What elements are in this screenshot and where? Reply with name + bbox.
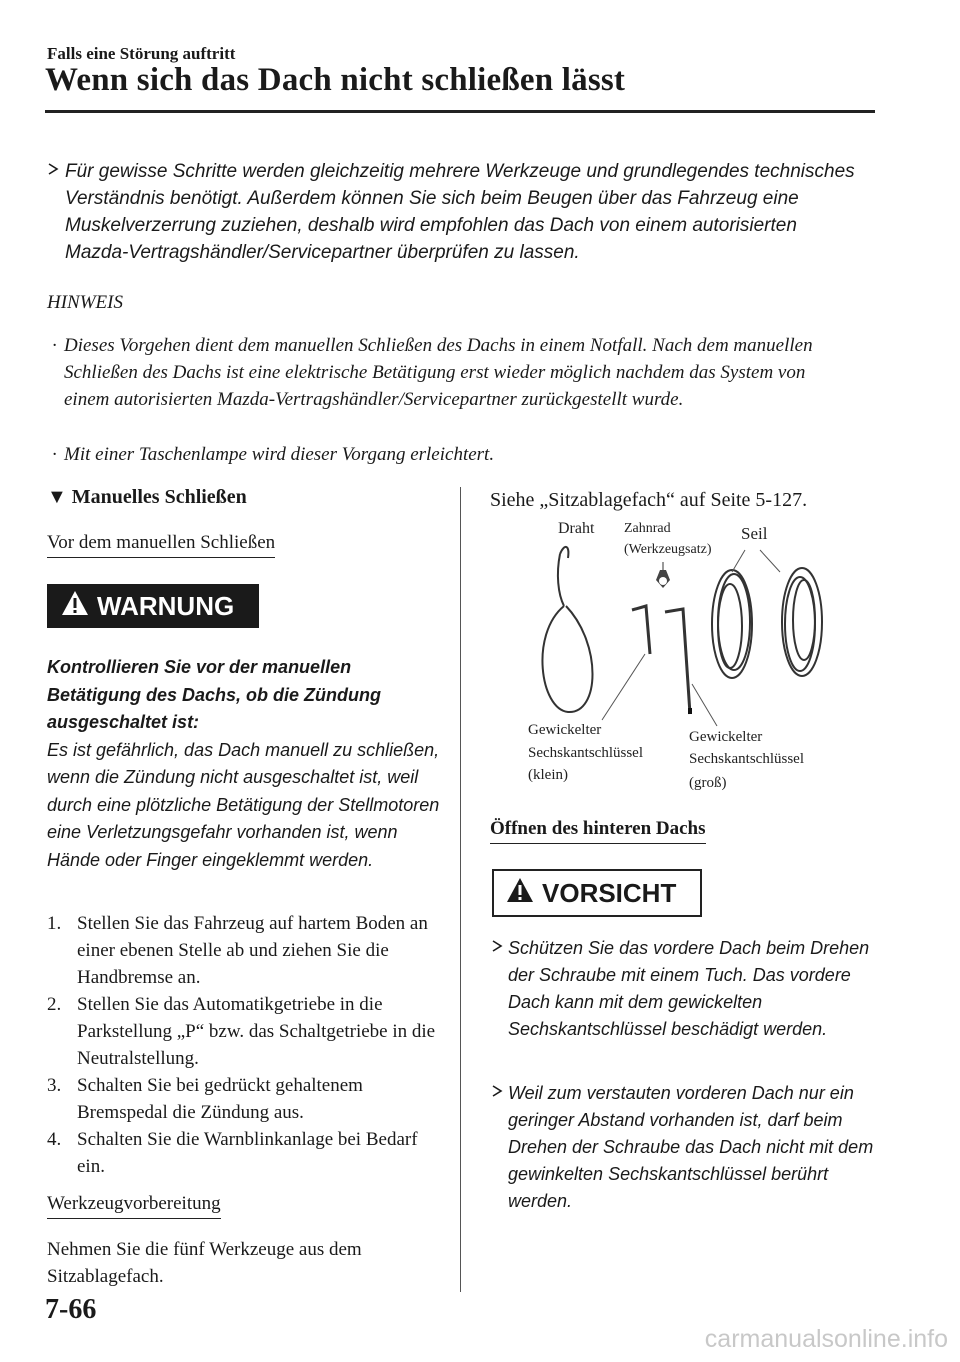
figure-label-large-key-3: (groß) bbox=[689, 775, 727, 791]
caution-badge bbox=[492, 869, 702, 917]
large-hex-key-icon bbox=[665, 609, 690, 714]
warning-badge bbox=[47, 584, 259, 628]
wire-loop-icon bbox=[542, 547, 592, 712]
figure-label-small-key-3: (klein) bbox=[528, 767, 568, 783]
hinweis-heading: HINWEIS bbox=[47, 292, 123, 313]
list-item: 1. Stellen Sie das Fahrzeug auf hartem Boden an einer ebenen Stelle ab und ziehen Sie die Handbremse an. bbox=[47, 913, 428, 988]
page-title: Wenn sich das Dach nicht schließen lässt bbox=[45, 62, 626, 98]
caution-triangle-icon bbox=[506, 877, 534, 910]
small-hex-key-icon bbox=[632, 606, 650, 654]
caution-item-text: Schützen Sie das vordere Dach beim Drehen der Schraube mit einem Tuch. Das vordere Dach kann mit dem gewickelten Sechskantschlüssel beschädigt werden. bbox=[508, 938, 870, 1039]
dot-bullet-icon: · bbox=[52, 444, 57, 465]
rope-coil-icon bbox=[712, 568, 822, 678]
caution-item bbox=[492, 935, 872, 1070]
caution-item bbox=[492, 1080, 872, 1215]
dot-bullet-icon: · bbox=[52, 335, 57, 356]
figure-label-gear: Zahnrad bbox=[624, 521, 671, 536]
warning-triangle-icon bbox=[61, 590, 89, 623]
steps-list bbox=[47, 910, 447, 1180]
watermark: carmanualsonline.info bbox=[704, 1325, 948, 1353]
warning-bold-text: Kontrollieren Sie vor der manuellen Betätigung des Dachs, ob die Zündung ausgeschaltet ist: bbox=[47, 657, 382, 732]
tools-text: Nehmen Sie die fünf Werkzeuge aus dem Sitzablagefach. bbox=[47, 1239, 362, 1287]
warning-label: WARNUNG bbox=[97, 590, 235, 621]
triangle-down-icon: ▼ bbox=[47, 486, 67, 508]
figure-label-small-key-2: Sechskantschlüssel bbox=[528, 745, 643, 761]
tools-figure bbox=[520, 514, 880, 804]
subheading-open-rear-roof: Öffnen des hinteren Dachs bbox=[490, 818, 706, 844]
section-heading: ▼ Manuelles Schließen bbox=[47, 486, 247, 508]
intro-bullet-text: Für gewisse Schritte werden gleichzeitig mehrere Werkzeuge und grundlegendes technisches Verständnis benötigt. Außerdem können Sie sich beim Beugen über das Fahrzeug eine Muskelverzerrung zuziehen, deshalb wird empfohlen das Dach von einem autorisierten Mazda-Vertragshändler/Servicepartner überprüfen zu lassen. bbox=[65, 161, 855, 263]
caution-item-text: Weil zum verstauten vorderen Dach nur ein geringer Abstand vorhanden ist, darf beim Drehen der Schraube das Dach nicht mit dem gewinkelten Sechskantschlüssel berührt werden. bbox=[508, 1083, 874, 1211]
leader-lines bbox=[602, 550, 780, 726]
list-item: 4. Schalten Sie die Warnblinkanlage bei Bedarf ein. bbox=[47, 1129, 418, 1177]
column-divider bbox=[460, 487, 461, 1292]
arrow-bullet-icon bbox=[492, 1080, 504, 1107]
figure-label-small-key: Gewickelter bbox=[528, 722, 602, 738]
page-number: 7-66 bbox=[45, 1294, 97, 1325]
figure-label-large-key-2: Sechskantschlüssel bbox=[689, 751, 804, 767]
caution-label: VORSICHT bbox=[542, 877, 677, 908]
subheading-tools: Werkzeugvorbereitung bbox=[47, 1193, 221, 1219]
arrow-bullet-icon bbox=[48, 158, 60, 185]
hinweis-item-text: Dieses Vorgehen dient dem manuellen Schließen des Dachs in einem Notfall. Nach dem manuellen Schließen des Dachs ist eine elektrische Betätigung erst wieder möglich nachdem das System von einem autorisierten Mazda-Vertragshändler/Servicepartner zurückgestellt wurde. bbox=[64, 335, 813, 410]
figure-label-large-key: Gewickelter bbox=[689, 729, 763, 745]
subheading-before-closing: Vor dem manuellen Schließen bbox=[47, 532, 275, 558]
gear-icon bbox=[656, 562, 670, 588]
list-item: 2. Stellen Sie das Automatikgetriebe in die Parkstellung „P“ bzw. das Schaltgetriebe in die Neutralstellung. bbox=[47, 994, 436, 1069]
figure-label-gear-2: (Werkzeugsatz) bbox=[624, 542, 712, 557]
hinweis-item bbox=[48, 441, 858, 468]
warning-text bbox=[47, 654, 447, 874]
figure-label-rope: Seil bbox=[741, 524, 768, 543]
arrow-bullet-icon bbox=[492, 935, 504, 962]
figure-label-wire: Draht bbox=[558, 520, 595, 537]
list-item: 3. Schalten Sie bei gedrückt gehaltenem Bremspedal die Zündung aus. bbox=[47, 1075, 363, 1123]
section-label: Falls eine Störung auftritt bbox=[47, 44, 236, 63]
hinweis-item bbox=[48, 332, 858, 442]
warning-body-text: Es ist gefährlich, das Dach manuell zu schließen, wenn die Zündung nicht ausgeschaltet ist, weil durch eine plötzliche Betätigung der Stellmotoren eine Verletzungsgefahr vorhanden ist, wenn Hände oder Finger eingeklemmt werden. bbox=[47, 739, 440, 870]
hinweis-item-text: Mit einer Taschenlampe wird dieser Vorgang erleichtert. bbox=[64, 444, 495, 465]
title-rule bbox=[45, 110, 875, 113]
reference-text: Siehe „Sitzablagefach“ auf Seite 5-127. bbox=[490, 489, 808, 511]
